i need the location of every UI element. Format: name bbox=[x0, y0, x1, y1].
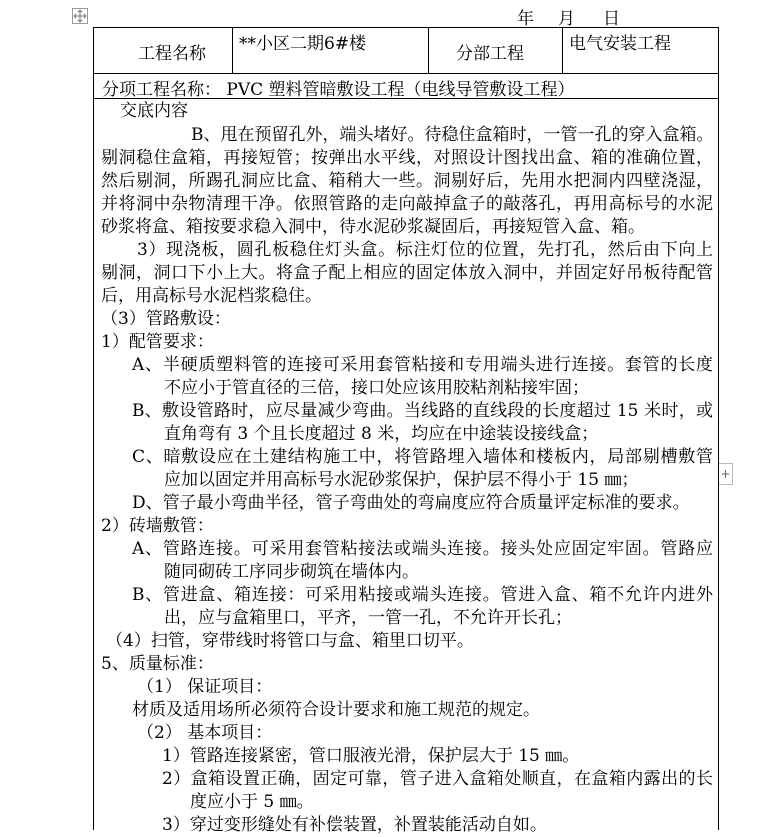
content-line: 5、质量标准： bbox=[101, 654, 214, 674]
table-move-handle[interactable] bbox=[72, 8, 88, 24]
header-row bbox=[94, 28, 718, 74]
month-label: 月 bbox=[558, 9, 575, 29]
plus-icon: + bbox=[720, 467, 731, 481]
content-line: 不应小于管直径的三倍，接口处应该用胶粘剂粘接牢固； bbox=[164, 378, 589, 398]
content-line: B、甩在预留孔外，端头堵好。待稳住盒箱时，一管一孔的穿入盒箱。 bbox=[191, 125, 714, 145]
project-name-label-cell bbox=[94, 28, 233, 73]
content-line: （4）扫管，穿带线时将管口与盒、箱里口切平。 bbox=[106, 631, 474, 651]
content-line: B、管进盒、箱连接：可采用粘接或端头连接。管进入盒、箱不允许内进外 bbox=[132, 585, 713, 605]
content-line: 并将洞中杂物清理干净。依照管路的走向敲掉盒子的敲落孔，再用高标号的水泥 bbox=[101, 194, 713, 214]
content-line: 剔洞稳住盒箱，再接短管；按弹出水平线，对照设计图找出盒、箱的准确位置， bbox=[101, 148, 713, 168]
day-label: 日 bbox=[603, 9, 620, 29]
project-name-value-cell[interactable] bbox=[233, 28, 429, 73]
division-label: 分部工程 bbox=[456, 44, 524, 64]
project-name-value: **小区二期6#楼 bbox=[239, 34, 367, 54]
content-line: 3）现浇板，圆孔板稳住灯头盒。标注灯位的位置，先打孔，然后由下向上 bbox=[137, 240, 713, 260]
content-heading: 交底内容 bbox=[120, 101, 188, 121]
move-cross-icon bbox=[73, 9, 87, 23]
content-line: C、暗敷设应在土建结构施工中，将管路埋入墙体和楼板内，局部剔槽敷管 bbox=[132, 447, 713, 467]
content-line: 2）砖墙敷管： bbox=[101, 516, 214, 536]
content-line: 剔洞，洞口下小上大。将盒子配上相应的固定体放入洞中，并固定好吊板待配管 bbox=[101, 263, 713, 283]
content-line: D、管子最小弯曲半径，管子弯曲处的弯扁度应符合质量评定标准的要求。 bbox=[132, 493, 690, 513]
project-name-label: 工程名称 bbox=[138, 44, 206, 64]
content-line: （2） 基本项目： bbox=[137, 723, 273, 743]
content-line: A、半硬质塑料管的连接可采用套管粘接和专用端头进行连接。套管的长度 bbox=[132, 355, 713, 375]
content-line: A、管路连接。可采用套管粘接法或端头连接。接头处应固定牢固。管路应 bbox=[132, 539, 713, 559]
disclosure-table bbox=[93, 27, 719, 835]
subitem-row[interactable] bbox=[94, 74, 718, 99]
division-value-cell[interactable] bbox=[563, 28, 720, 73]
division-label-cell bbox=[429, 28, 563, 73]
content-line: （1） 保证项目： bbox=[137, 677, 273, 697]
year-label: 年 bbox=[517, 9, 534, 29]
content-line: 随同砌砖工序同步砌筑在墙体内。 bbox=[164, 562, 419, 582]
side-expand-button[interactable] bbox=[719, 463, 733, 485]
content-line: （3）管路敷设： bbox=[101, 309, 231, 329]
content-line: 出，应与盒箱里口，平齐，一管一孔，不允许开长孔； bbox=[164, 608, 572, 628]
content-line: 1）管路连接紧密，管口服液光滑，保护层大于 15 ㎜。 bbox=[162, 746, 580, 766]
subitem-name: 分项工程名称： PVC 塑料管暗敷设工程（电线导管敷设工程） bbox=[102, 80, 575, 100]
division-value: 电气安装工程 bbox=[569, 34, 671, 54]
content-line: B、敷设管路时，应尽量减少弯曲。当线路的直线段的长度超过 15 米时，或 bbox=[132, 401, 713, 421]
content-line: 应加以固定并用高标号水泥砂浆保护，保护层不得小于 15 ㎜； bbox=[164, 470, 639, 490]
content-line: 砂浆将盒、箱按要求稳入洞中，待水泥砂浆凝固后，再接短管入盒、箱。 bbox=[101, 217, 645, 237]
content-line: 后，用高标号水泥档浆稳住。 bbox=[101, 286, 322, 306]
content-line: 度应小于 5 ㎜。 bbox=[190, 792, 314, 812]
content-line: 直角弯有 3 个且长度超过 8 米，均应在中途装设接线盒； bbox=[164, 424, 599, 444]
content-line: 2）盒箱设置正确，固定可靠，管子进入盒箱处顺直，在盒箱内露出的长 bbox=[162, 769, 713, 789]
content-line: 3）穿过变形缝处有补偿装置，补置装能活动自如。 bbox=[162, 815, 547, 835]
content-line: 1）配管要求： bbox=[101, 332, 214, 352]
content-line: 材质及适用场所必须符合设计要求和施工规范的规定。 bbox=[132, 700, 540, 720]
content-line: 然后剔洞，所踢孔洞应比盒、箱稍大一些。洞剔好后，先用水把洞内四壁浇湿， bbox=[101, 171, 713, 191]
